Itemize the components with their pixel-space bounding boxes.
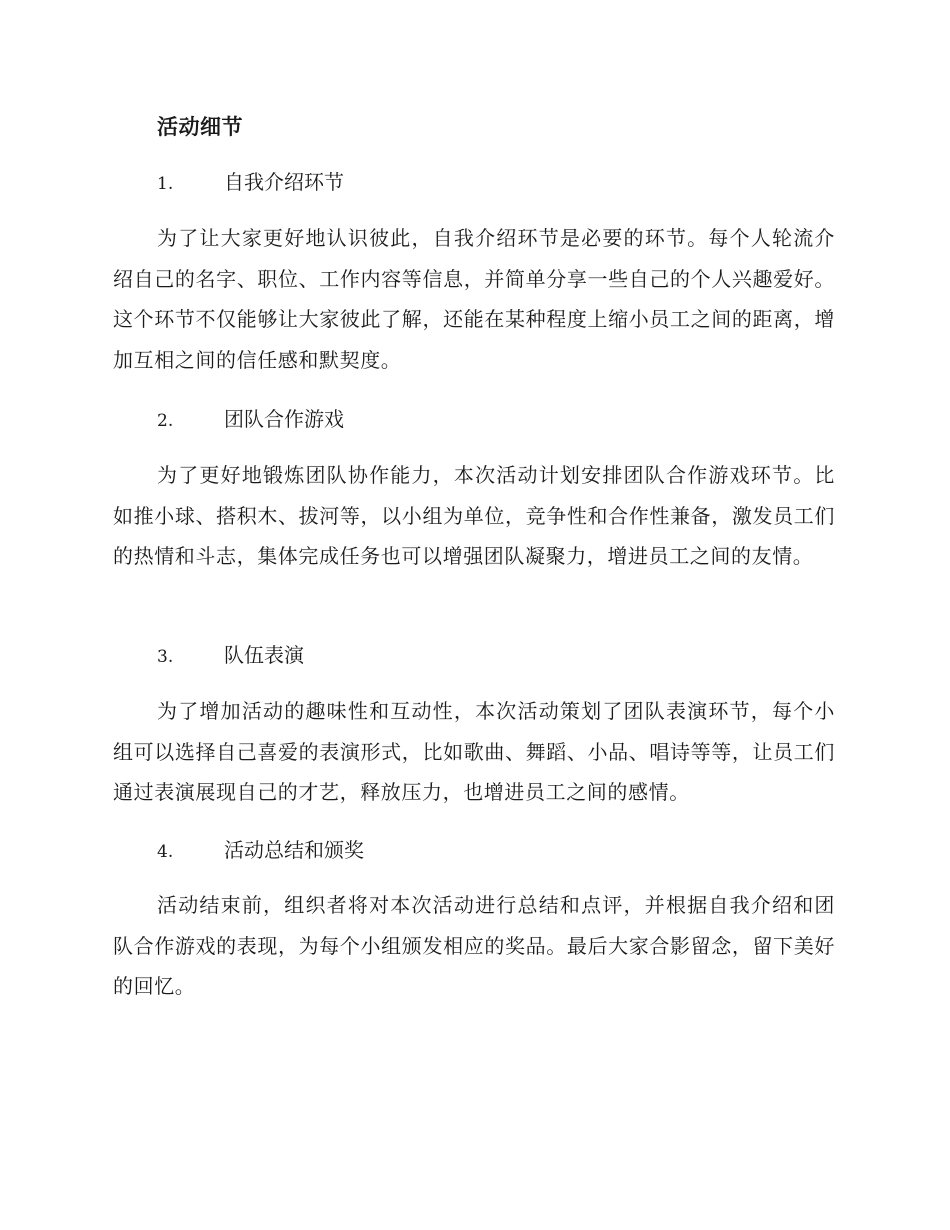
paragraph-1: 为了让大家更好地认识彼此，自我介绍环节是必要的环节。每个人轮流介绍自己的名字、职位、工作内容等信息，并简单分享一些自己的个人兴趣爱好。这个环节不仅能够让大家彼此了解，还能在某种程度上缩小员工之间的距离，增加互相之间的信任感和默契度。 [113, 226, 835, 372]
list-item-title: 自我介绍环节 [224, 170, 344, 194]
list-item-2 [157, 404, 344, 436]
list-number: 3. [157, 647, 174, 667]
list-item-title: 活动总结和颁奖 [224, 838, 364, 862]
list-number: 4. [157, 842, 174, 862]
list-number: 2. [157, 411, 174, 431]
list-item-title: 团队合作游戏 [224, 407, 344, 431]
list-item-3 [157, 640, 304, 672]
list-number: 1. [157, 174, 174, 194]
paragraph-2: 为了更好地锻炼团队协作能力，本次活动计划安排团队合作游戏环节。比如推小球、搭积木、拔河等，以小组为单位，竞争性和合作性兼备，激发员工们的热情和斗志，集体完成任务也可以增强团队凝聚力，增进员工之间的友情。 [113, 463, 835, 568]
paragraph-4: 活动结束前，组织者将对本次活动进行总结和点评，并根据自我介绍和团队合作游戏的表现，为每个小组颁发相应的奖品。最后大家合影留念，留下美好的回忆。 [113, 893, 835, 998]
section-heading: 活动细节 [157, 114, 243, 139]
list-item-4 [157, 835, 364, 867]
paragraph-3: 为了增加活动的趣味性和互动性，本次活动策划了团队表演环节，每个小组可以选择自己喜爱的表演形式，比如歌曲、舞蹈、小品、唱诗等等，让员工们通过表演展现自己的才艺，释放压力，也增进员工之间的感情。 [113, 699, 835, 804]
list-item-1 [157, 167, 344, 199]
list-item-title: 队伍表演 [224, 643, 304, 667]
